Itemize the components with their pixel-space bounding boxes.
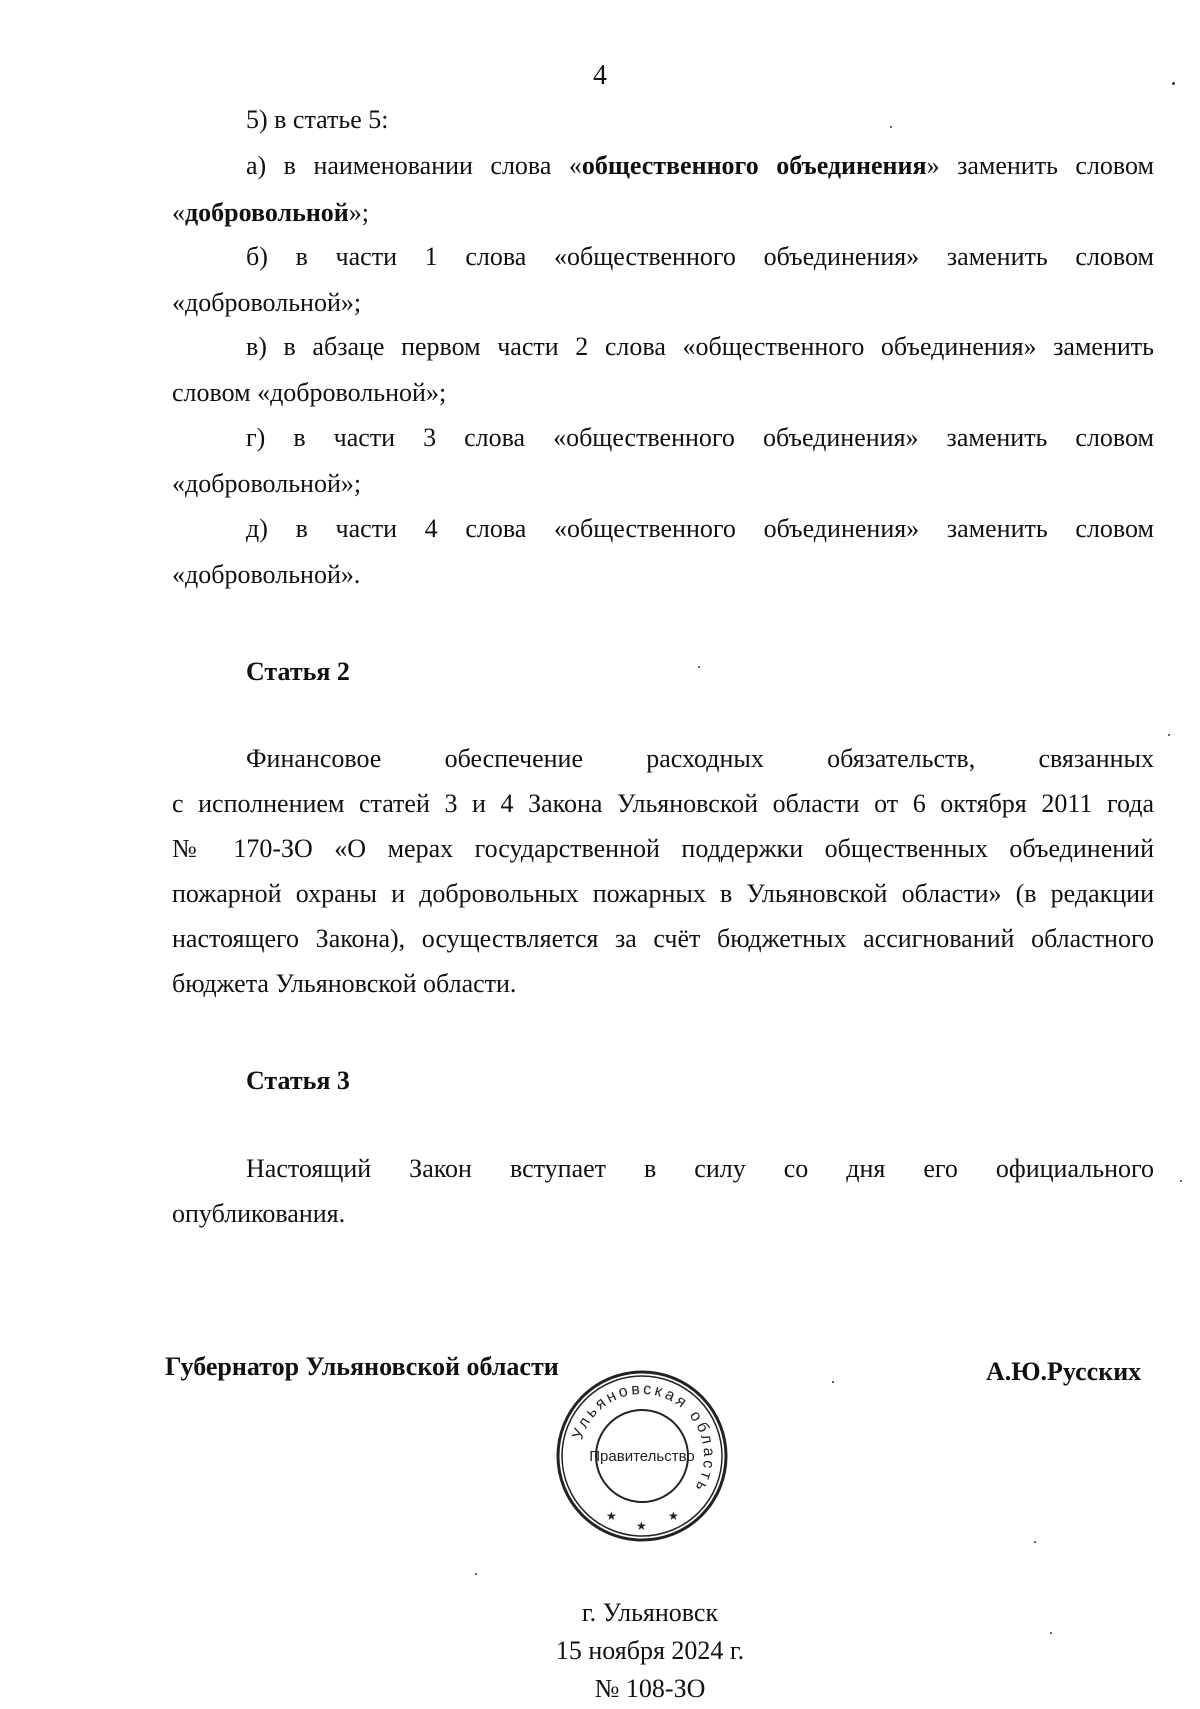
seal-center-text: Правительство [589,1448,695,1465]
item-g-line1: г) в части 3 слова «общественного объединения» заменить словом [246,423,1154,452]
scan-speck [1034,1541,1036,1543]
item-g-line2: «добровольной»; [172,469,362,498]
article-3-line2: опубликования. [172,1199,346,1228]
article-2-line: № 170-ЗО «О мерах государственной поддержки общественных объединений [172,834,1154,863]
scan-speck [1050,1632,1052,1634]
article-2-last-line: бюджета Ульяновской области. [172,969,517,998]
item-b-line1: б) в части 1 слова «общественного объединения» заменить словом [246,242,1154,271]
scan-speck [1168,734,1170,736]
scan-speck [1172,82,1175,85]
article-3-line1: Настоящий Закон вступает в силу со дня его официального [246,1154,1154,1183]
scan-speck [475,1573,477,1575]
official-seal [554,1368,730,1544]
item-v-line2: словом «добровольной»; [172,378,447,407]
item-d-line2: «добровольной». [172,560,361,589]
article-2-line: настоящего Закона), осуществляется за счёт бюджетных ассигнований областного [172,924,1154,953]
svg-text:★: ★ [606,1509,617,1523]
scan-speck [698,666,700,668]
item-a-bold-word: добровольной [185,198,349,227]
article-2-line: Финансовое обеспечение расходных обязательств, связанных [246,744,1154,773]
item-a-line1 [246,146,1154,186]
footer-city: г. Ульяновск [581,1598,719,1627]
item-b-line2: «добровольной»; [172,288,362,317]
item-d-line1: д) в части 4 слова «общественного объединения» заменить словом [246,514,1154,543]
item-a-line2 [172,193,369,233]
footer-law-number: № 108-ЗО [594,1674,706,1703]
article-2-line: пожарной охраны и добровольных пожарных в Ульяновской области» (в редакции [172,879,1154,908]
article-2-line: с исполнением статей 3 и 4 Закона Ульяновской области от 6 октября 2011 года [172,789,1154,818]
page-number: 4 [593,60,607,91]
item-a-bold-phrase: общественного объединения [581,151,927,180]
article-2-heading: Статья 2 [246,657,350,686]
scan-speck [890,126,892,128]
item-v-line1: в) в абзаце первом части 2 слова «общественного объединения» заменить [246,332,1154,361]
article-3-heading: Статья 3 [246,1066,350,1095]
item-a-mid: » заменить словом [926,151,1154,180]
scan-speck [1180,1180,1182,1182]
quote-open: « [172,198,185,227]
footer-date: 15 ноября 2024 г. [555,1636,745,1665]
paragraph-5-intro: 5) в статье 5: [246,105,389,134]
signatory-title: Губернатор Ульяновской области [165,1352,559,1381]
svg-text:Ульяновская область [569,1381,717,1497]
signatory-name: А.Ю.Русских [986,1357,1142,1386]
scan-speck [832,1381,834,1383]
quote-close: »; [348,198,370,227]
svg-text:★: ★ [636,1519,647,1533]
seal-ring-text: Ульяновская область [569,1380,718,1497]
item-a-prefix: а) в наименовании слова « [246,151,582,180]
svg-text:★: ★ [668,1509,679,1523]
